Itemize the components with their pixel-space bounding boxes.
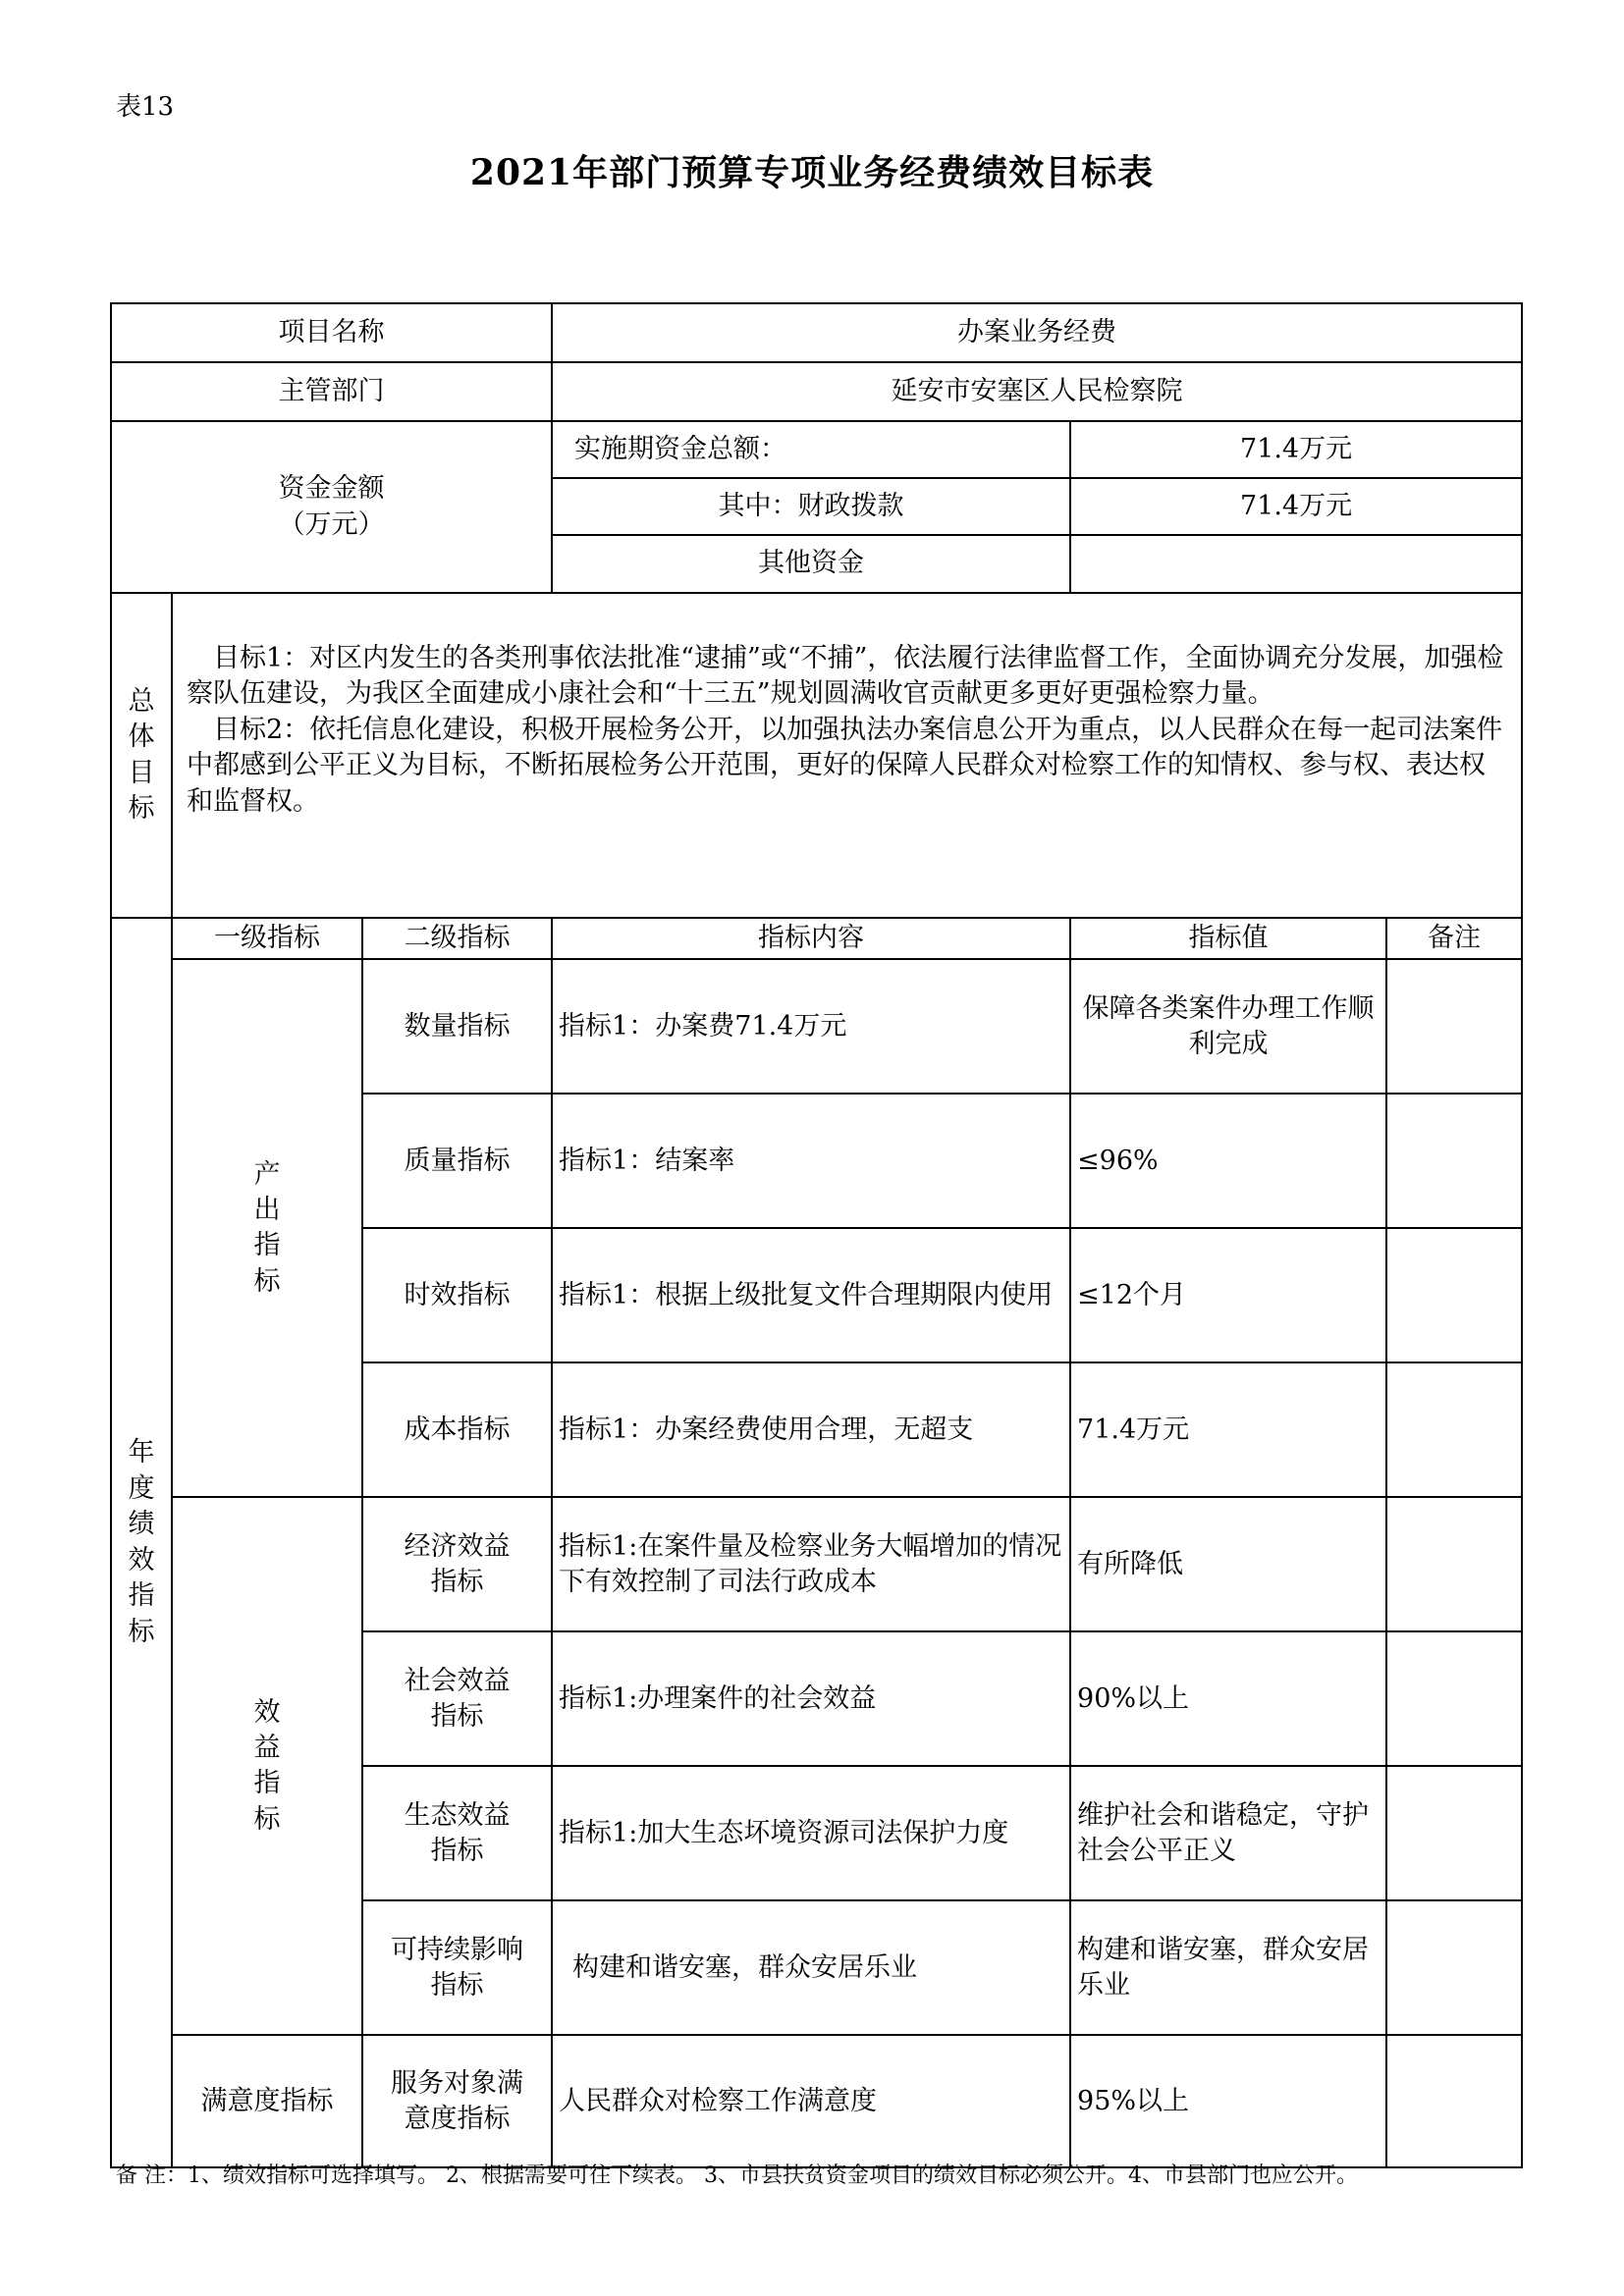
remark-cell — [1386, 1631, 1522, 1766]
value-cell: 90%以上 — [1070, 1631, 1386, 1766]
level2-cell: 成本指标 — [362, 1362, 552, 1497]
project-name-label: 项目名称 — [111, 303, 552, 362]
value-cell: ≤12个月 — [1070, 1228, 1386, 1362]
remark-cell — [1386, 2035, 1522, 2167]
performance-target-table — [110, 302, 1523, 2168]
remark-cell — [1386, 1766, 1522, 1900]
remark-cell — [1386, 1900, 1522, 2035]
overall-goal-content — [172, 593, 1522, 918]
total-fund-label: 实施期资金总额： — [552, 421, 1070, 478]
overall-goal-label-text: 总体目标 — [128, 685, 155, 824]
department-label: 主管部门 — [111, 362, 552, 421]
level2-text: 服务对象满意度指标 — [391, 2067, 523, 2134]
page-title: 2021年部门预算专项业务经费绩效目标表 — [469, 152, 1155, 193]
level2-cell — [362, 1497, 552, 1631]
table-row — [111, 2035, 1522, 2167]
content-cell: 指标1:在案件量及检察业务大幅增加的情况下有效控制了司法行政成本 — [552, 1497, 1070, 1631]
overall-goal-row — [111, 593, 1522, 918]
table-row — [111, 1497, 1522, 1631]
output-indicator-label — [172, 959, 362, 1497]
value-cell: 维护社会和谐稳定，守护社会公平正义 — [1070, 1766, 1386, 1900]
fund-amount-label-line1: 资金金额 — [278, 473, 385, 505]
value-cell: 71.4万元 — [1070, 1362, 1386, 1497]
footnote: 备 注：1、绩效指标可选择填写。 2、根据需要可往下续表。 3、市县扶贫资金项目的绩效目标必须公开。4、市县部门也应公开。 — [116, 2163, 1358, 2188]
satisfaction-indicator-label: 满意度指标 — [172, 2035, 362, 2167]
level2-cell: 时效指标 — [362, 1228, 552, 1362]
content-cell: 指标1：办案经费使用合理，无超支 — [552, 1362, 1070, 1497]
fund-total-row — [111, 421, 1522, 478]
header-remark: 备注 — [1386, 918, 1522, 959]
benefit-indicator-label — [172, 1497, 362, 2035]
table-number: 表13 — [116, 92, 175, 122]
header-level1: 一级指标 — [172, 918, 362, 959]
value-cell: 构建和谐安塞，群众安居乐业 — [1070, 1900, 1386, 2035]
fund-amount-label-line2: （万元） — [278, 508, 385, 540]
table-row — [111, 959, 1522, 1094]
content-cell: 指标1：结案率 — [552, 1094, 1070, 1228]
level2-text: 可持续影响指标 — [391, 1934, 523, 2001]
header-content: 指标内容 — [552, 918, 1070, 959]
level2-cell — [362, 1900, 552, 2035]
benefit-indicator-label-text: 效益指标 — [253, 1696, 281, 1835]
content-cell: 人民群众对检察工作满意度 — [552, 2035, 1070, 2167]
annual-indicator-label-text: 年度绩效指标 — [128, 1437, 155, 1647]
level2-cell — [362, 1766, 552, 1900]
remark-cell — [1386, 1228, 1522, 1362]
goal-paragraph-1: 目标1：对区内发生的各类刑事依法批准“逮捕”或“不捕”，依法履行法律监督工作，全面协调充分发展，加强检察队伍建设，为我区全面建成小康社会和“十三五”规划圆满收官贡献更多更好更强检察力量。 — [187, 643, 1504, 710]
fiscal-fund-value: 71.4万元 — [1070, 478, 1522, 535]
other-fund-value — [1070, 535, 1522, 593]
level2-cell — [362, 2035, 552, 2167]
header-level2: 二级指标 — [362, 918, 552, 959]
department-value: 延安市安塞区人民检察院 — [552, 362, 1522, 421]
remark-cell — [1386, 1362, 1522, 1497]
value-cell: 95%以上 — [1070, 2035, 1386, 2167]
project-name-row — [111, 303, 1522, 362]
department-row — [111, 362, 1522, 421]
other-fund-label: 其他资金 — [552, 535, 1070, 593]
fiscal-fund-label: 其中：财政拨款 — [552, 478, 1070, 535]
content-cell: 指标1：办案费71.4万元 — [552, 959, 1070, 1094]
content-cell: 构建和谐安塞，群众安居乐业 — [552, 1900, 1070, 2035]
value-cell: 有所降低 — [1070, 1497, 1386, 1631]
remark-cell — [1386, 1497, 1522, 1631]
level2-text: 社会效益指标 — [404, 1665, 511, 1732]
level2-text: 经济效益指标 — [404, 1530, 511, 1597]
content-cell: 指标1:办理案件的社会效益 — [552, 1631, 1070, 1766]
remark-cell — [1386, 1094, 1522, 1228]
total-fund-value: 71.4万元 — [1070, 421, 1522, 478]
header-value: 指标值 — [1070, 918, 1386, 959]
indicator-header-row — [111, 918, 1522, 959]
content-cell: 指标1：根据上级批复文件合理期限内使用 — [552, 1228, 1070, 1362]
fund-amount-label — [111, 421, 552, 593]
overall-goal-label — [111, 593, 172, 918]
value-cell: 保障各类案件办理工作顺利完成 — [1070, 959, 1386, 1094]
value-cell: ≤96% — [1070, 1094, 1386, 1228]
remark-cell — [1386, 959, 1522, 1094]
level2-text: 生态效益指标 — [404, 1799, 511, 1866]
level2-cell: 质量指标 — [362, 1094, 552, 1228]
level2-cell — [362, 1631, 552, 1766]
content-cell: 指标1:加大生态坏境资源司法保护力度 — [552, 1766, 1070, 1900]
project-name-value: 办案业务经费 — [552, 303, 1522, 362]
annual-indicator-label — [111, 918, 172, 2167]
output-indicator-label-text: 产出指标 — [253, 1158, 281, 1297]
level2-cell: 数量指标 — [362, 959, 552, 1094]
goal-paragraph-2: 目标2：依托信息化建设，积极开展检务公开，以加强执法办案信息公开为重点，以人民群众在每一起司法案件中都感到公平正义为目标，不断拓展检务公开范围，更好的保障人民群众对检察工作的知情权、参与权、表达权和监督权。 — [187, 714, 1503, 817]
